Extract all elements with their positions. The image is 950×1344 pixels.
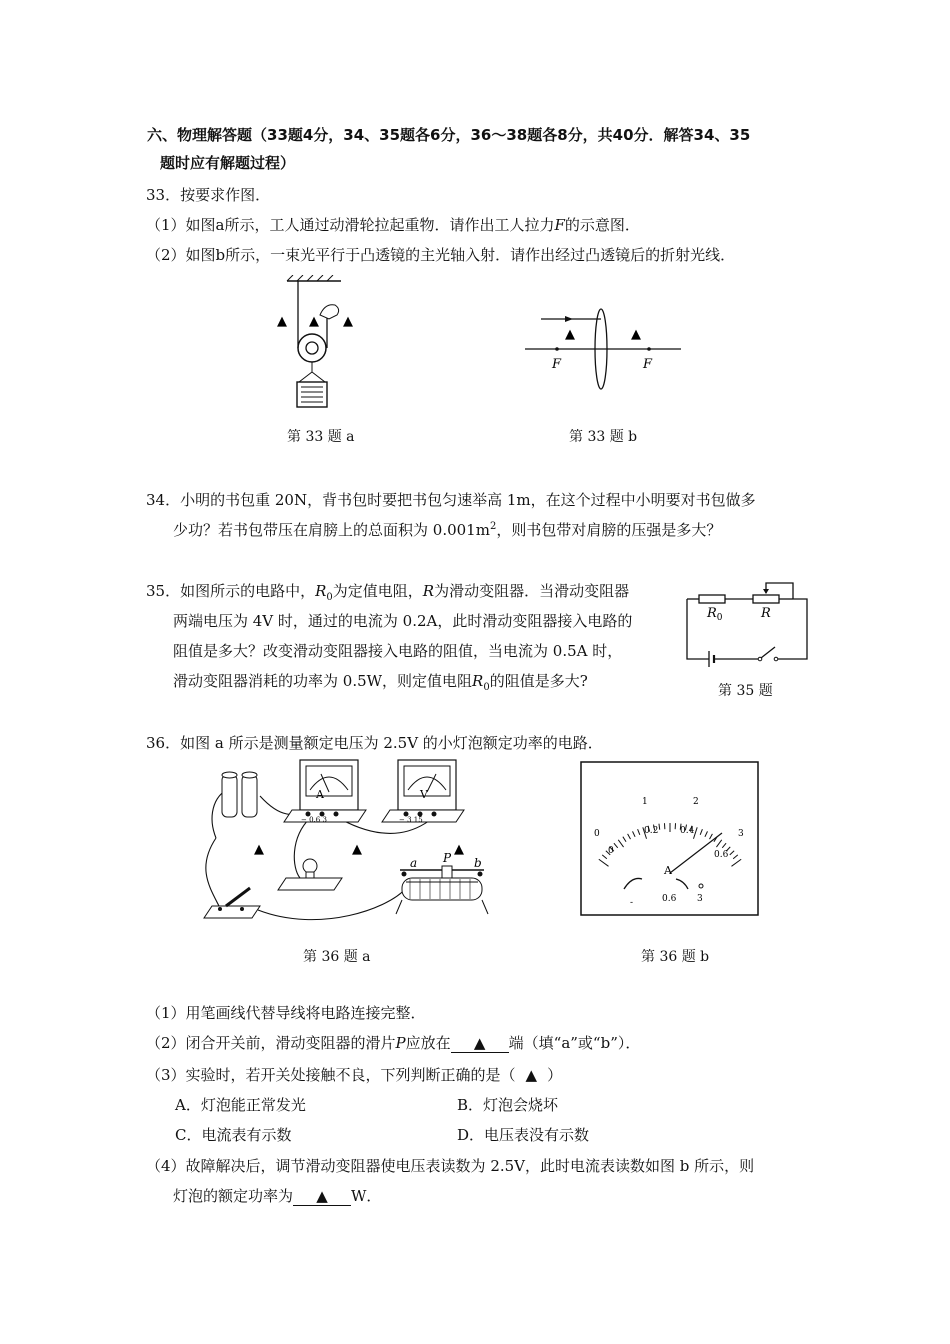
q35-line4: 滑动变阻器消耗的功率为 0.5W，则定值电阻$R_0$的阻值是多大? <box>173 672 588 693</box>
caption-36b: 第 36 题 b <box>641 949 710 965</box>
dial-top-0: 0 <box>594 829 600 839</box>
q36-sub3-blank[interactable]: ▲ <box>525 1066 538 1084</box>
section-title-line2: 题时应有解题过程） <box>160 154 296 172</box>
rheostat-label-p: P <box>443 851 452 865</box>
marker-33a-1: ▲ <box>277 314 287 329</box>
dial-term-3: 3 <box>697 894 703 904</box>
dial-term-06: 0.6 <box>662 894 677 904</box>
q35-line2: 两端电压为 4V 时，通过的电流为 0.2A，此时滑动变阻器接入电路的 <box>173 612 633 630</box>
focus-label-right: F <box>643 357 653 372</box>
marker-36a-2: ▲ <box>352 842 362 857</box>
dial-top-1: 1 <box>642 797 648 807</box>
q36-stem: 36．如图 a 所示是测量额定电压为 2.5V 的小灯泡额定功率的电路． <box>146 734 603 752</box>
marker-36a-1: ▲ <box>254 842 264 857</box>
q36-sub3: （3）实验时，若开关处接触不良，下列判断正确的是（ ▲ ） <box>146 1066 563 1084</box>
battery-left <box>222 772 237 817</box>
caption-35: 第 35 题 <box>718 683 773 699</box>
dial-bottom-0: 0 <box>608 846 614 856</box>
ammeter-letter: A <box>316 788 324 801</box>
dial-top-3: 3 <box>738 829 744 839</box>
ammeter-terminals: − 0.6 3 <box>301 816 327 824</box>
q35-line1: 35．如图所示的电路中，$R_0$为定值电阻，R为滑动变阻器．当滑动变阻器 <box>146 582 630 603</box>
marker-33b-2: ▲ <box>631 327 641 342</box>
marker-33a-3: ▲ <box>343 314 353 329</box>
q33-sub2: （2）如图b所示，一束光平行于凸透镜的主光轴入射．请作出经过凸透镜后的折射光线． <box>146 246 736 264</box>
dial-term-neg: - <box>630 898 634 908</box>
figure-35-circuit <box>683 575 813 670</box>
q35-line3: 阻值是多大？改变滑动变阻器接入电路的阻值，当电流为 0.5A 时， <box>173 642 623 660</box>
label-r: R <box>761 606 771 621</box>
q36-sub2-blank[interactable]: ▲ <box>451 1034 509 1053</box>
q36-sub4-line1: （4）故障解决后，调节滑动变阻器使电压表读数为 2.5V，此时电流表读数如图 b 所示，则 <box>146 1157 755 1175</box>
voltmeter-letter: V <box>420 788 428 801</box>
option-d[interactable]: D．电压表没有示数 <box>457 1126 590 1144</box>
q36-sub2: （2）闭合开关前，滑动变阻器的滑片P应放在 ▲ 端（填“a”或“b”）． <box>146 1034 641 1052</box>
battery-right <box>242 772 257 817</box>
caption-36a: 第 36 题 a <box>303 949 371 965</box>
dial-top-2: 2 <box>693 797 699 807</box>
option-c[interactable]: C．电流表有示数 <box>175 1126 292 1144</box>
q34-line1: 34．小明的书包重 20N，背书包时要把书包匀速举高 1m，在这个过程中小明要对书包做多 <box>146 491 756 509</box>
marker-33b-1: ▲ <box>565 327 575 342</box>
q36-sub4-blank[interactable]: ▲ <box>293 1187 351 1206</box>
caption-33b: 第 33 题 b <box>569 429 638 445</box>
dial-bottom-2: 0.4 <box>680 826 695 836</box>
section-title-line1: 六、物理解答题（33题4分，34、35题各6分，36～38题各8分，共40分．解答34、35 <box>147 126 751 144</box>
ammeter <box>284 760 366 824</box>
q33-sub1: （1）如图a所示，工人通过动滑轮拉起重物．请作出工人拉力F的示意图． <box>146 216 640 234</box>
dial-bottom-1: 0.2 <box>644 826 659 836</box>
q36-sub4-line2: 灯泡的额定功率为 ▲ W． <box>173 1187 382 1205</box>
caption-33a: 第 33 题 a <box>287 429 355 445</box>
rheostat <box>396 851 488 914</box>
dial-bottom-3: 0.6 <box>714 850 729 860</box>
option-b[interactable]: B．灯泡会烧坏 <box>457 1096 559 1114</box>
dial-unit: A <box>664 864 672 877</box>
q36-sub1: （1）用笔画线代替导线将电路连接完整． <box>146 1004 426 1022</box>
marker-33a-2: ▲ <box>309 314 319 329</box>
figure-33a-pulley <box>265 275 375 415</box>
focus-label-left: F <box>552 357 562 372</box>
voltmeter <box>382 760 464 824</box>
voltmeter-terminals: − 3 15 <box>399 816 423 824</box>
option-a[interactable]: A．灯泡能正常发光 <box>175 1096 306 1114</box>
q33-stem: 33．按要求作图． <box>146 186 271 204</box>
label-r0: $R_0$ <box>707 606 723 623</box>
figure-36a-apparatus <box>200 758 505 928</box>
figure-33b-lens <box>523 305 683 395</box>
marker-36a-3: ▲ <box>454 842 464 857</box>
q34-line2: 少功？若书包带压在肩膀上的总面积为 $0.001m^2$，则书包带对肩膀的压强是多大？ <box>173 521 722 539</box>
lamp <box>278 859 342 890</box>
rheostat-label-a: a <box>410 856 418 870</box>
rheostat-label-b: b <box>474 856 482 870</box>
figure-36b-ammeter-dial <box>580 761 760 917</box>
